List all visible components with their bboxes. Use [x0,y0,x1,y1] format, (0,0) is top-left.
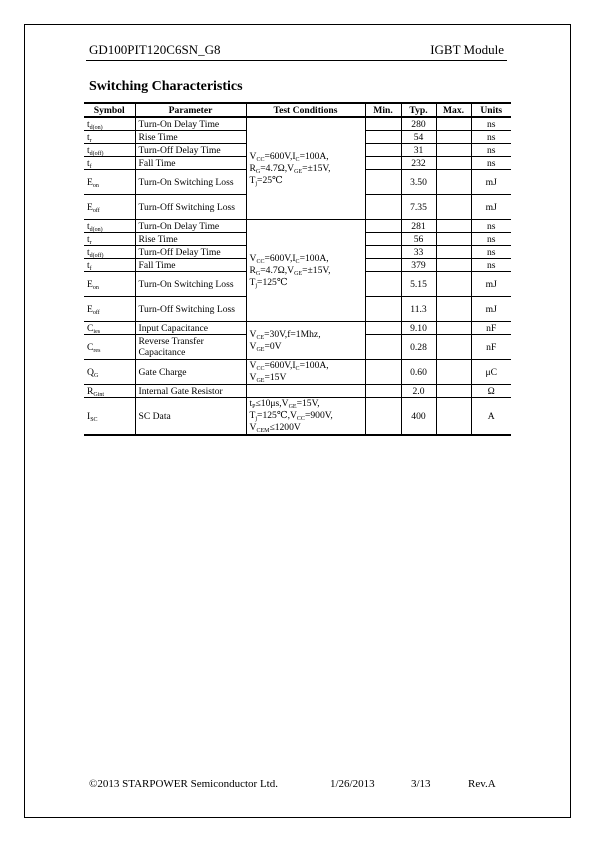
units-cell: ns [471,220,511,233]
condition-subscript: C [295,258,300,265]
units-cell: ns [471,144,511,157]
symbol-subscript: f [89,265,92,272]
condition-subscript: C [295,156,300,163]
symbol-cell [84,272,135,297]
symbol-main: Q [87,366,94,378]
typ-cell: 56 [401,233,436,246]
condition-line [250,151,362,163]
section-title: Switching Characteristics [89,79,243,94]
condition-text: =4.7Ω,V [260,264,295,276]
min-cell [365,385,401,398]
condition-subscript: GE [256,378,265,384]
table-row [84,360,511,385]
max-cell [436,157,471,170]
units-cell: ns [471,246,511,259]
max-cell [436,259,471,272]
condition-text: =4.7Ω,V [260,162,295,174]
condition-line [250,163,362,175]
symbol-main: E [87,201,93,213]
typ-cell: 7.35 [401,195,436,220]
condition-line [250,341,362,353]
typ-cell: 3.50 [401,170,436,195]
min-cell [365,220,401,233]
symbol-subscript: off [92,207,100,214]
condition-text: =30V,f=1Mhz, [264,328,321,340]
symbol-main: t [87,220,90,232]
symbol-cell [84,385,135,398]
condition-text: =100A, [299,252,329,264]
units-cell: μC [471,360,511,385]
condition-text: =600V,I [264,150,296,162]
symbol-cell [84,144,135,157]
parameter-cell: Turn-On Switching Loss [135,272,246,297]
symbol-main: I [87,410,91,422]
symbol-cell [84,195,135,220]
symbol-subscript: ies [93,328,101,335]
condition-line [250,329,362,341]
condition-text: =25℃ [257,174,283,186]
symbol-main: E [87,176,93,188]
condition-text: =15V, [296,398,320,409]
parameter-cell: Gate Charge [135,360,246,385]
typ-cell: 31 [401,144,436,157]
typ-cell: 379 [401,259,436,272]
min-cell [365,259,401,272]
units-cell: ns [471,117,511,131]
typ-cell: 11.3 [401,297,436,322]
condition-text: ≤10μs,V [255,398,289,409]
symbol-cell [84,398,135,436]
symbol-cell [84,246,135,259]
min-cell [365,398,401,436]
parameter-cell: Turn-Off Switching Loss [135,195,246,220]
typ-cell: 33 [401,246,436,259]
min-cell [365,131,401,144]
typ-cell: 232 [401,157,436,170]
test-conditions-cell [246,398,365,436]
symbol-cell [84,170,135,195]
symbol-cell [84,297,135,322]
symbol-cell [84,117,135,131]
parameter-cell: Turn-Off Delay Time [135,246,246,259]
col-header-min: Min. [365,103,401,117]
parameter-cell: Turn-On Delay Time [135,220,246,233]
symbol-main: E [87,278,93,290]
max-cell [436,144,471,157]
units-cell: ns [471,259,511,272]
condition-subscript: G [255,168,261,175]
condition-line [250,360,362,372]
typ-cell: 9.10 [401,322,436,335]
condition-subscript: GE [294,168,303,175]
footer-page-number: 3/13 [411,778,431,790]
max-cell [436,195,471,220]
condition-subscript: GE [294,270,303,277]
condition-text: V [249,360,257,371]
min-cell [365,297,401,322]
max-cell [436,117,471,131]
symbol-main: C [87,322,94,334]
condition-text: T [249,410,256,421]
symbol-main: E [87,303,93,315]
max-cell [436,131,471,144]
parameter-cell: Reverse Transfer Capacitance [135,335,246,360]
units-cell: mJ [471,195,511,220]
symbol-main: t [87,157,90,169]
footer-revision: Rev.A [468,778,496,790]
min-cell [365,170,401,195]
symbol-subscript: on [92,284,99,291]
max-cell [436,385,471,398]
min-cell [365,195,401,220]
condition-text: t [249,398,253,409]
typ-cell: 5.15 [401,272,436,297]
units-cell: Ω [471,385,511,398]
test-conditions-cell [246,360,365,385]
symbol-main: t [87,118,90,130]
table-row [84,220,511,233]
min-cell [365,117,401,131]
condition-line [250,410,362,422]
min-cell [365,335,401,360]
condition-subscript: P [252,404,256,410]
condition-text: T [249,174,256,186]
max-cell [436,322,471,335]
condition-text: R [249,264,256,276]
table-header-row [84,103,511,117]
condition-text: =100A, [299,150,329,162]
parameter-cell: Internal Gate Resistor [135,385,246,398]
document-type: IGBT Module [430,42,504,57]
switching-characteristics-table [84,102,511,436]
condition-subscript: GE [256,346,265,353]
units-cell: ns [471,157,511,170]
condition-subscript: j [255,282,258,289]
parameter-cell: Turn-Off Switching Loss [135,297,246,322]
typ-cell: 400 [401,398,436,436]
parameter-cell: Rise Time [135,131,246,144]
symbol-main: t [87,233,90,245]
max-cell [436,272,471,297]
parameter-cell: Turn-Off Delay Time [135,144,246,157]
symbol-main: C [87,341,94,353]
col-header-max: Max. [436,103,471,117]
units-cell: A [471,398,511,436]
max-cell [436,335,471,360]
symbol-cell [84,335,135,360]
max-cell [436,398,471,436]
symbol-subscript: off [92,309,100,316]
condition-text: =125℃,V [257,410,297,421]
col-header-symbol: Symbol [84,103,135,117]
condition-text: V [249,422,257,433]
test-conditions-cell [246,220,365,322]
min-cell [365,157,401,170]
units-cell: mJ [471,272,511,297]
symbol-subscript: res [93,347,101,354]
test-conditions-cell [246,385,365,398]
units-cell: nF [471,322,511,335]
header-rule [86,60,507,61]
typ-cell: 0.28 [401,335,436,360]
symbol-subscript: f [89,163,92,170]
condition-text: R [249,162,256,174]
symbol-cell [84,131,135,144]
symbol-main: t [87,144,90,156]
units-cell: nF [471,335,511,360]
units-cell: mJ [471,297,511,322]
min-cell [365,360,401,385]
test-conditions-cell [246,117,365,220]
condition-text: V [249,252,257,264]
condition-subscript: CC [296,416,305,422]
parameter-cell: Fall Time [135,259,246,272]
symbol-cell [84,220,135,233]
symbol-subscript: d(on) [89,124,103,131]
condition-text: =100A, [299,360,329,371]
table-row [84,117,511,131]
max-cell [436,360,471,385]
parameter-cell: Rise Time [135,233,246,246]
condition-text: =15V [264,372,287,383]
condition-text: V [249,328,257,340]
units-cell: ns [471,131,511,144]
condition-text: ≤1200V [269,422,301,433]
footer-date: 1/26/2013 [330,778,375,790]
condition-text: =600V,I [264,252,296,264]
max-cell [436,246,471,259]
units-cell: mJ [471,170,511,195]
condition-text: =±15V, [302,162,331,174]
max-cell [436,233,471,246]
condition-subscript: CE [256,334,265,341]
parameter-cell: Turn-On Delay Time [135,117,246,131]
max-cell [436,297,471,322]
table-row [84,398,511,436]
condition-subscript: CC [256,258,265,265]
typ-cell: 2.0 [401,385,436,398]
footer-copyright: ©2013 STARPOWER Semiconductor Ltd. [89,778,278,790]
symbol-subscript: r [89,137,92,144]
condition-subscript: C [295,366,300,372]
symbol-cell [84,322,135,335]
typ-cell: 281 [401,220,436,233]
condition-text: V [249,340,257,352]
condition-subscript: CEM [256,428,270,434]
units-cell: ns [471,233,511,246]
condition-line [250,265,362,277]
symbol-main: t [87,131,90,143]
typ-cell: 280 [401,117,436,131]
condition-text: =600V,I [264,360,296,371]
symbol-subscript: G [93,372,99,379]
condition-text: =0V [264,340,282,352]
symbol-main: t [87,259,90,271]
document-id: GD100PIT120C6SN_G8 [89,42,221,57]
col-header-parameter: Parameter [135,103,246,117]
condition-subscript: CC [256,156,265,163]
symbol-subscript: SC [90,416,98,423]
parameter-cell: SC Data [135,398,246,436]
symbol-cell [84,259,135,272]
symbol-main: R [87,385,94,397]
table-row [84,322,511,335]
condition-line [250,422,362,434]
symbol-subscript: Gint [93,391,105,398]
col-header-test-conditions: Test Conditions [246,103,365,117]
parameter-cell: Input Capacitance [135,322,246,335]
typ-cell: 54 [401,131,436,144]
condition-subscript: j [255,416,258,422]
col-header-typ: Typ. [401,103,436,117]
symbol-subscript: on [92,182,99,189]
condition-text: T [249,276,256,288]
symbol-main: t [87,246,90,258]
symbol-cell [84,360,135,385]
parameter-cell: Turn-On Switching Loss [135,170,246,195]
min-cell [365,272,401,297]
condition-subscript: CC [256,366,265,372]
col-header-units: Units [471,103,511,117]
table-row [84,385,511,398]
min-cell [365,322,401,335]
parameter-cell: Fall Time [135,157,246,170]
condition-line [250,175,362,187]
condition-line [250,253,362,265]
condition-subscript: GE [288,404,297,410]
condition-subscript: j [255,180,258,187]
symbol-subscript: r [89,239,92,246]
symbol-cell [84,233,135,246]
min-cell [365,233,401,246]
condition-text: V [249,372,257,383]
condition-text: V [249,150,257,162]
condition-subscript: G [255,270,261,277]
symbol-subscript: d(off) [89,150,104,157]
condition-text: =±15V, [302,264,331,276]
symbol-subscript: d(on) [89,226,103,233]
min-cell [365,144,401,157]
max-cell [436,220,471,233]
symbol-subscript: d(off) [89,252,104,259]
min-cell [365,246,401,259]
symbol-cell [84,157,135,170]
typ-cell: 0.60 [401,360,436,385]
condition-text: =900V, [304,410,333,421]
max-cell [436,170,471,195]
condition-line [250,398,362,410]
condition-line [250,372,362,384]
condition-line [250,277,362,289]
condition-text: =125℃ [257,276,288,288]
test-conditions-cell [246,322,365,360]
